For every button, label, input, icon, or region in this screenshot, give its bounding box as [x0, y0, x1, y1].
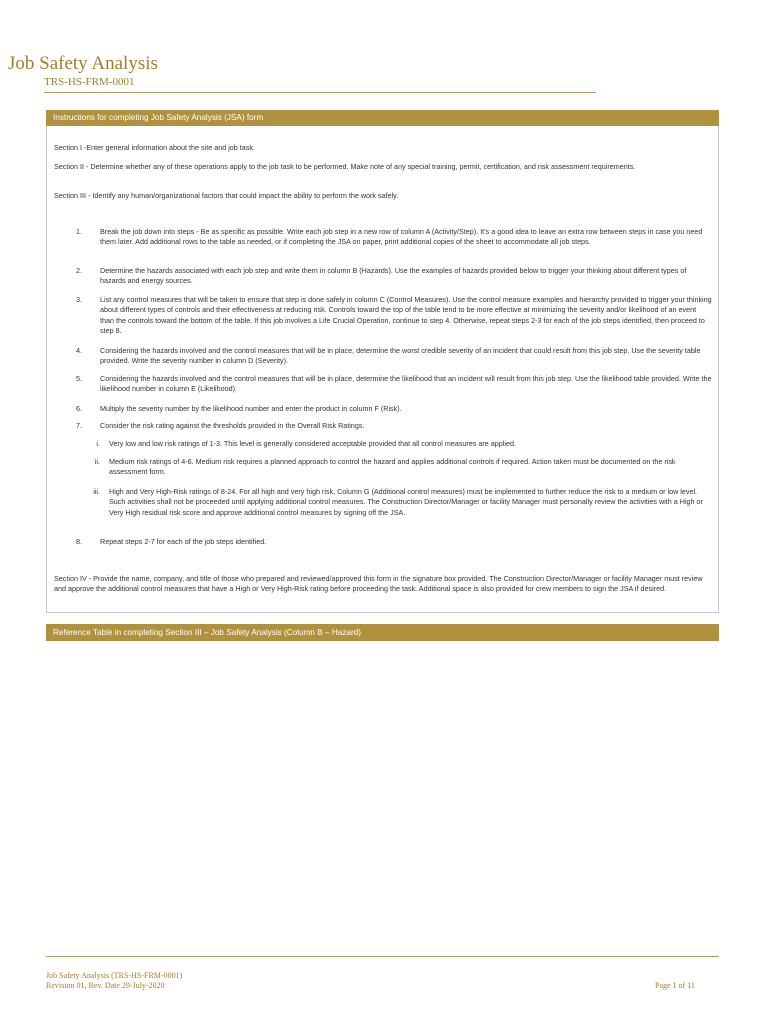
- sub-step-number: ii.: [94, 457, 100, 466]
- step-text: Multiply the severity number by the likelihood number and enter the product in column F (Risk).: [100, 404, 402, 413]
- step-number: 4.: [76, 346, 82, 355]
- step-number: 2.: [76, 266, 82, 275]
- section-4-text: Section IV - Provide the name, company, and title of those who prepared and reviewed/approved this form in the signature box provided. The Construction Director/Manager or facility Manager must review and approve the additional control measures that have a High or Very High-Risk rating before proceeding the task. Additional space is also provided for crew members to sign the JSA if desired.: [54, 574, 703, 594]
- document-number: TRS-HS-FRM-0001: [44, 76, 135, 88]
- step-text: List any control measures that will be taken to ensure that step is done safely in column C (Control Measures). Use the control measure examples and hierarchy provided to trigger your thinking about different types of controls and their effectiveness at reducing risk. Controls toward the top of the table tend to be more effective at minimizing the severity and/or likelihood of an event than the controls toward the bottom of the table. If this job involves a Life Crucial Operation, continue to step 4. Otherwise, repeat steps 2-3 for each of the job steps identified, then proceed to step 8.: [100, 295, 712, 336]
- footer-document-name: Job Safety Analysis (TRS-HS-FRM-0001): [46, 971, 183, 980]
- title-divider: [44, 92, 596, 93]
- section-3-text: Section III - Identify any human/organizational factors that could impact the ability to perform the work safely.: [54, 191, 399, 200]
- step-text: Considering the hazards involved and the control measures that will be in place, determine the likelihood that an incident will result from this job step. Use the likelihood table provided. Write the likelihood number in column E (Likelihood).: [100, 374, 712, 394]
- footer-revision: Revision 01, Rev. Date 29-July-2020: [46, 981, 165, 990]
- document-title: Job Safety Analysis: [8, 53, 158, 74]
- step-text: Consider the risk rating against the thresholds provided in the Overall Risk Ratings.: [100, 421, 365, 430]
- sub-step-text: Very low and low risk ratings of 1-3. This level is generally considered acceptable provided that all control measures are applied.: [109, 439, 516, 448]
- sub-step-text: High and Very High-Risk ratings of 8-24. For all high and very high risk, Column G (Additional control measures) must be implemented to further reduce the risk to a medium or low level. Such activities shall not be proceeded until applying additional control measures. The Construction Director/Manager or facility Manager must personally review the activities with a High or Very High residual risk score and approve additional control measures by signing off the JSA.: [109, 487, 703, 517]
- step-text: Determine the hazards associated with each job step and write them in column B (Hazards). Use the examples of hazards provided below to trigger your thinking about different types of hazards and energy sources.: [100, 266, 687, 286]
- step-number: 1.: [76, 227, 82, 236]
- sub-step-number: i.: [96, 439, 100, 448]
- page-number: Page 1 of 11: [655, 981, 695, 990]
- step-text: Break the job down into steps - Be as specific as possible. Write each job step in a new row of column A (Activity/Step). It’s a good idea to leave an extra row between steps in case you need them later. Add additional rows to the table as needed, or if completing the JSA on paper, print additional copies of the sheet to accommodate all job steps.: [100, 227, 703, 247]
- step-number: 3.: [76, 295, 82, 304]
- step-number: 7.: [76, 421, 82, 430]
- reference-table-heading: Reference Table in completing Section III – Job Safety Analysis (Column B – Hazard): [46, 624, 719, 641]
- step-number: 6.: [76, 404, 82, 413]
- section-1-text: Section I -Enter general information about the site and job task.: [54, 143, 255, 152]
- sub-step-text: Medium risk ratings of 4-6. Medium risk requires a planned approach to control the hazard and applies additional controls if required. Action taken must be documented on the risk assessment form.: [109, 457, 676, 477]
- step-text: Considering the hazards involved and the control measures that will be in place, determine the worst credible severity of an incident that could result from this job step. Use the severity table provided. Write the severity number in column D (Severity).: [100, 346, 701, 366]
- section-2-text: Section II - Determine whether any of these operations apply to the job task to be performed. Make note of any special training, permit, certification, and risk assessment requirements.: [54, 162, 636, 171]
- sub-step-number: iii.: [93, 487, 100, 496]
- instructions-heading: Instructions for completing Job Safety Analysis (JSA) form: [46, 110, 719, 126]
- step-text: Repeat steps 2-7 for each of the job steps identified.: [100, 537, 267, 546]
- step-number: 8.: [76, 537, 82, 546]
- step-number: 5.: [76, 374, 82, 383]
- footer-divider: [46, 956, 719, 957]
